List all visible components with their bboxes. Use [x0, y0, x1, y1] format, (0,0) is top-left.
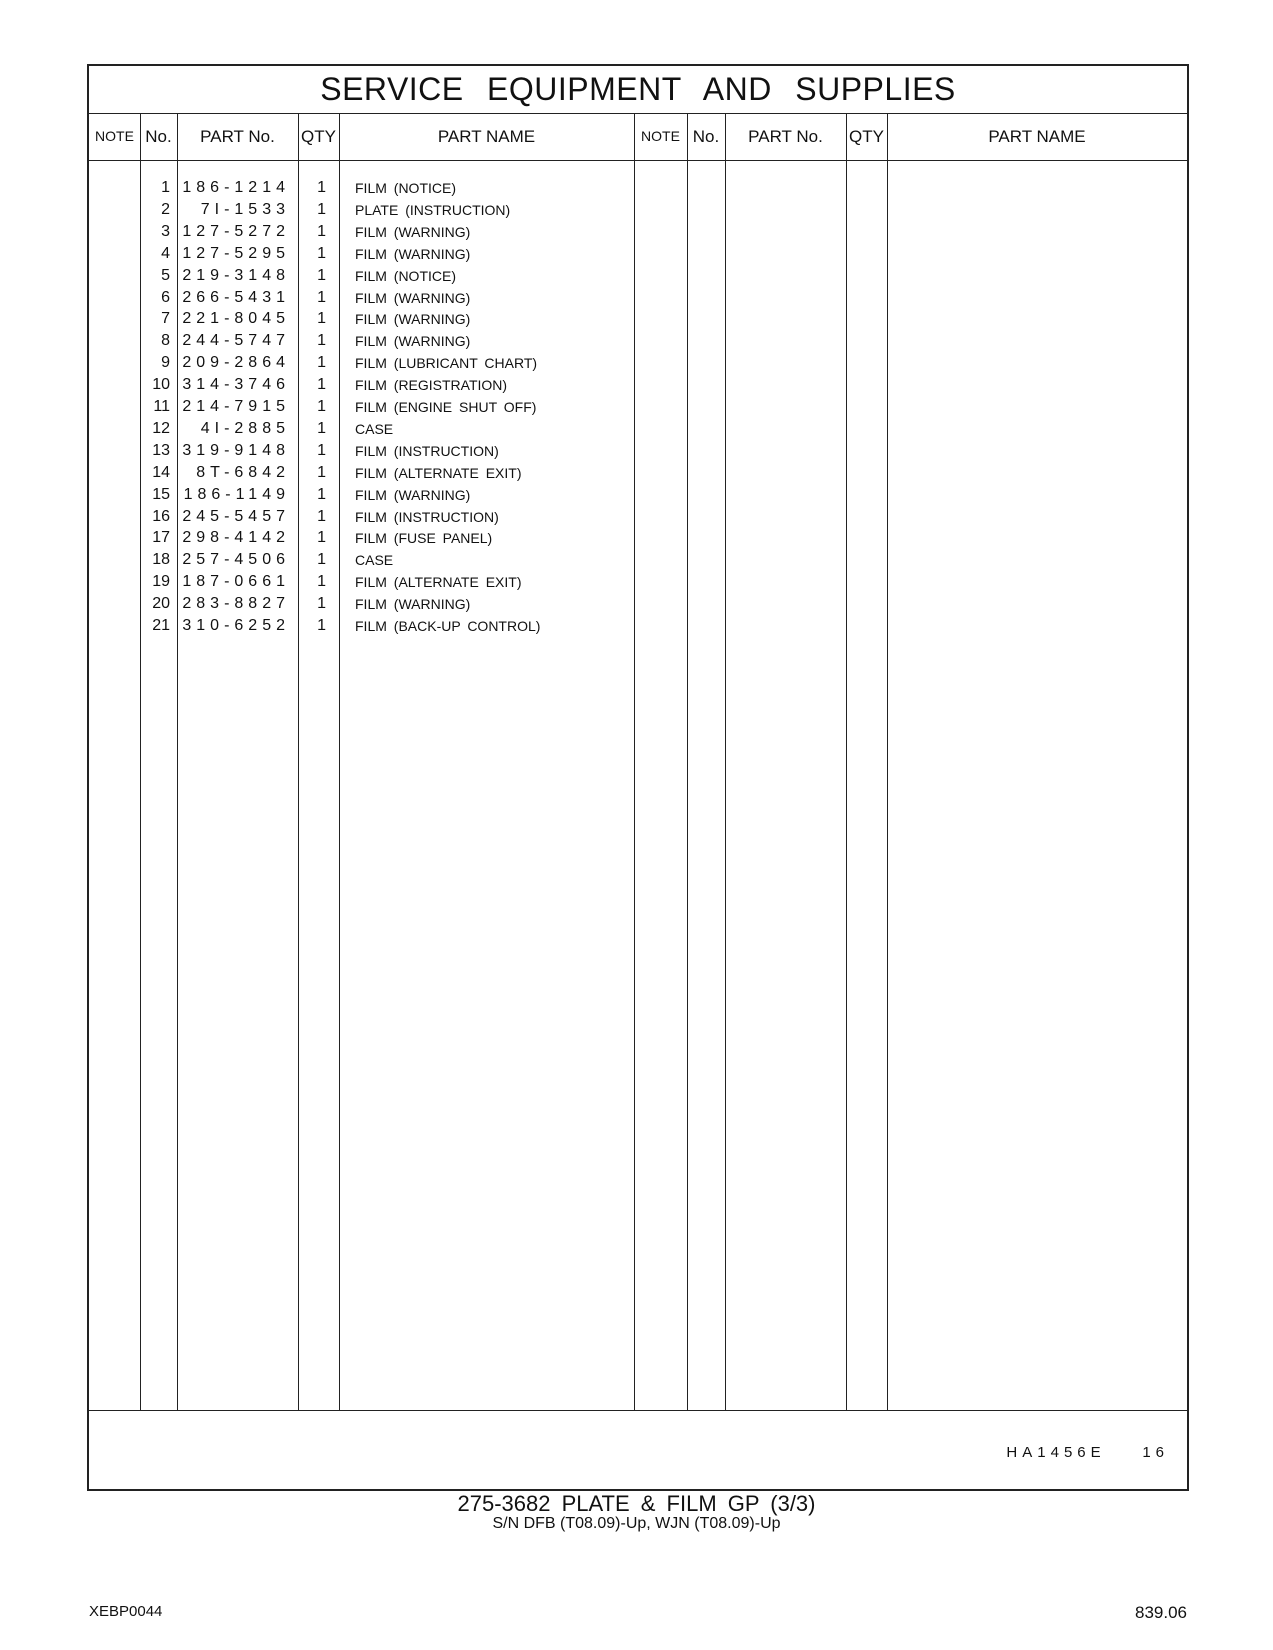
ref-code: HA1456E — [1006, 1444, 1106, 1461]
header-part-name-left: PART NAME — [437, 127, 536, 146]
header-qty-right: QTY — [849, 127, 884, 146]
quantity: 1 — [317, 485, 326, 503]
part-number: 127-5295 — [182, 244, 290, 262]
quantity: 1 — [317, 244, 326, 262]
quantity: 1 — [317, 310, 326, 328]
part-name: FILM (WARNING) — [355, 596, 471, 613]
quantity: 1 — [317, 222, 326, 240]
part-name: FILM (WARNING) — [355, 223, 471, 240]
quantity: 1 — [317, 200, 326, 218]
item-number: 21 — [152, 617, 170, 634]
quantity: 1 — [317, 288, 326, 306]
serial-caption: S/N DFB (T08.09)-Up, WJN (T08.09)-Up — [492, 1515, 781, 1532]
part-name: FILM (REGISTRATION) — [355, 377, 508, 394]
part-name: FILM (WARNING) — [355, 245, 471, 262]
quantity: 1 — [317, 441, 326, 459]
column-divider — [687, 113, 688, 1410]
header-note-left: NOTE — [95, 128, 134, 144]
part-number: 245-5457 — [182, 507, 290, 525]
part-number: 257-4506 — [182, 551, 290, 569]
part-name: FILM (WARNING) — [355, 311, 471, 328]
part-number: 221-8045 — [182, 310, 290, 328]
item-number: 7 — [161, 310, 170, 328]
quantity: 1 — [317, 507, 326, 525]
parts-table-frame — [87, 64, 1189, 1491]
part-name: FILM (WARNING) — [355, 486, 471, 503]
header-no-left: No. — [145, 127, 172, 146]
part-number: 298-4142 — [182, 529, 290, 547]
item-number: 11 — [153, 398, 170, 415]
part-name: CASE — [355, 420, 394, 437]
part-name: FILM (ENGINE SHUT OFF) — [355, 399, 537, 415]
part-number: 214-7915 — [182, 398, 290, 415]
item-number: 8 — [161, 332, 170, 350]
quantity: 1 — [317, 551, 326, 569]
footer-page-number: 839.06 — [1135, 1603, 1187, 1622]
ref-page: 16 — [1142, 1444, 1169, 1461]
item-number: 4 — [161, 244, 170, 262]
part-number: 186-1214 — [182, 179, 290, 196]
part-number: 314-3746 — [182, 376, 290, 394]
footer-doc-id: XEBP0044 — [89, 1603, 163, 1620]
part-number: 310-6252 — [182, 617, 290, 634]
quantity: 1 — [317, 529, 326, 547]
part-number: 219-3148 — [182, 266, 290, 284]
item-number: 5 — [161, 266, 170, 284]
part-name: CASE — [355, 552, 394, 569]
part-name: FILM (FUSE PANEL) — [355, 530, 493, 547]
column-divider — [887, 113, 888, 1410]
part-number: 319-9148 — [182, 441, 290, 459]
part-name: FILM (ALTERNATE EXIT) — [355, 464, 522, 481]
quantity: 1 — [317, 398, 326, 415]
part-number: 186-1149 — [183, 485, 290, 503]
part-name: FILM (NOTICE) — [355, 180, 456, 196]
part-number: 7I-1533 — [200, 200, 290, 218]
item-number: 13 — [152, 441, 170, 459]
part-name: FILM (ALTERNATE EXIT) — [355, 574, 522, 591]
header-part-no-left: PART No. — [200, 127, 275, 146]
quantity: 1 — [317, 463, 326, 481]
part-name: FILM (WARNING) — [355, 333, 471, 350]
quantity: 1 — [317, 595, 326, 613]
quantity: 1 — [317, 376, 326, 394]
group-caption: 275-3682 PLATE & FILM GP (3/3) — [457, 1491, 816, 1516]
part-name: FILM (INSTRUCTION) — [355, 442, 499, 459]
part-name: FILM (BACK-UP CONTROL) — [355, 618, 541, 634]
item-number: 2 — [161, 200, 170, 218]
item-number: 16 — [152, 507, 170, 525]
part-number: 283-8827 — [182, 595, 290, 613]
reference-code — [1006, 1444, 1169, 1461]
column-divider — [846, 113, 847, 1410]
item-number: 17 — [152, 529, 170, 547]
item-number: 15 — [152, 485, 170, 503]
header-note-right: NOTE — [641, 128, 680, 144]
part-number: 127-5272 — [182, 222, 290, 240]
part-name: FILM (WARNING) — [355, 289, 471, 306]
part-number: 266-5431 — [182, 288, 290, 306]
part-number: 4I-2885 — [200, 419, 290, 437]
header-no-right: No. — [692, 127, 720, 146]
item-number: 20 — [152, 595, 170, 613]
column-divider — [725, 113, 726, 1410]
item-number: 18 — [152, 551, 170, 569]
item-number: 14 — [152, 463, 170, 481]
item-number: 1 — [161, 179, 170, 196]
item-number: 10 — [152, 376, 170, 394]
quantity: 1 — [317, 617, 326, 634]
part-name: FILM (NOTICE) — [355, 267, 456, 284]
part-name: PLATE (INSTRUCTION) — [355, 201, 511, 218]
table-title: SERVICE EQUIPMENT AND SUPPLIES — [89, 66, 1187, 114]
column-divider — [634, 113, 635, 1410]
item-number: 19 — [152, 573, 170, 591]
header-divider — [89, 160, 1187, 161]
part-number: 209-2864 — [182, 354, 290, 372]
quantity: 1 — [317, 179, 326, 196]
item-number: 6 — [161, 288, 170, 306]
part-name: FILM (INSTRUCTION) — [355, 508, 499, 525]
part-number: 244-5747 — [182, 332, 290, 350]
item-number: 9 — [161, 354, 170, 372]
table-bottom-divider — [89, 1410, 1187, 1411]
header-part-no-right: PART No. — [748, 127, 823, 146]
quantity: 1 — [317, 419, 326, 437]
part-number: 8T-6842 — [196, 463, 290, 481]
header-part-name-right: PART NAME — [988, 127, 1086, 146]
quantity: 1 — [317, 354, 326, 372]
quantity: 1 — [317, 573, 326, 591]
header-qty-left: QTY — [301, 127, 336, 146]
item-number: 3 — [161, 222, 170, 240]
part-number: 187-0661 — [182, 573, 290, 591]
quantity: 1 — [317, 332, 326, 350]
column-divider — [339, 113, 340, 1410]
quantity: 1 — [317, 266, 326, 284]
item-number: 12 — [152, 419, 170, 437]
part-name: FILM (LUBRICANT CHART) — [355, 355, 538, 372]
